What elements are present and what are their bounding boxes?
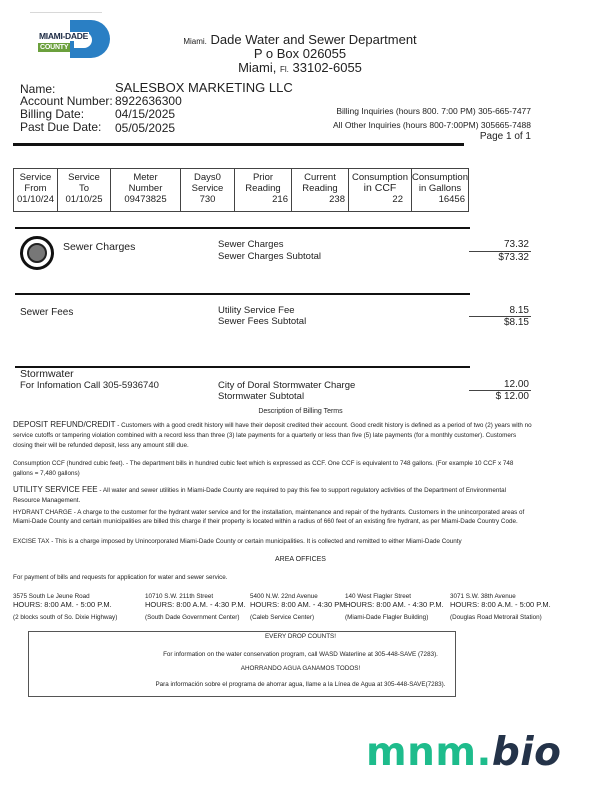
- deposit-refund-text: - Customers with a good credit history will have their deposit credited their account. Good credit history is defined as a period of two (2) years with no service cutoffs or tampering violation combined with a record less than three (3) late payments for a quarterly or less than five (5) late payments (for a monthly customer). Customers closing their will be refunded deposit, less any amount still due.: [13, 422, 532, 449]
- col-header-2: Reading: [245, 183, 281, 194]
- office-location: (Douglas Road Metrorail Station): [450, 614, 542, 621]
- col-value: 216: [272, 194, 288, 205]
- billing-date-label: Billing Date:: [20, 107, 85, 121]
- header-divider: [13, 143, 464, 146]
- sewer-fees-subtotal-label: Sewer Fees Subtotal: [218, 316, 307, 327]
- utility-fee-term: [13, 485, 533, 506]
- consumption-term: Consumption CCF (hundred cubic feet). - The department bills in hundred cubic feet which is expressed as CCF. One CCF is equivalent to 748 gallons. (For example 10 CCF x 748 gallons = 7,480 gallons): [13, 460, 514, 477]
- org-title: Dade Water and Sewer Department: [210, 32, 417, 47]
- col-header-2: To: [78, 183, 90, 194]
- col-header-2: From: [24, 183, 47, 194]
- col-header-1: Consumption: [412, 172, 468, 183]
- office-2: [145, 593, 265, 622]
- col-meter-number: [111, 169, 181, 211]
- county-seal-icon: [20, 236, 54, 270]
- stormwater-subtotal-label: Stormwater Subtotal: [218, 391, 305, 402]
- stormwater-info: For Infomation Call 305-5936740: [20, 380, 159, 391]
- office-location: (South Dade Government Center): [145, 614, 240, 621]
- office-address: 5400 N.W. 22nd Avenue: [250, 593, 318, 600]
- excise-tax-term: EXCISE TAX - This is a charge imposed by Unincorporated Miami-Dade County or certain municipalities. It is collected and remitted to either Miami-Dade County: [13, 538, 462, 545]
- col-current-reading: [292, 169, 349, 211]
- logo-top-line: [30, 12, 102, 13]
- col-header-1: Current: [304, 172, 336, 183]
- col-service-to: [58, 169, 111, 211]
- due-date-label: Past Due Date:: [20, 120, 102, 134]
- col-value: 22: [392, 194, 403, 205]
- name-label: Name:: [20, 82, 56, 96]
- office-4: [345, 593, 445, 622]
- sewer-fees-line-label: Utility Service Fee: [218, 305, 295, 316]
- hydrant-charge-term: HYDRANT CHARGE - A charge to the customer for the hydrant water service and for the installation, maintenance and repair of the hydrants. Customers in the unincorporated areas of Miami-Dade County and certain municipalities are billed this charge if their property is located within a radius of 660 feet of an existing fire hydrant, as per Miami-Dade Country Code.: [13, 509, 525, 525]
- sewer-charges-amount: 73.32: [503, 239, 529, 250]
- office-1: [13, 593, 138, 622]
- col-header-2: Reading: [302, 183, 338, 194]
- stormwater-title: Stormwater: [20, 368, 74, 380]
- col-header-2: Number: [128, 183, 163, 194]
- col-header-1: Days0: [194, 172, 221, 183]
- col-header-2: in CCF: [363, 182, 397, 194]
- utility-fee-heading: UTILITY SERVICE FEE: [13, 485, 98, 494]
- conservation-spanish-title: AHORRANDO AGUA GANAMOS TODOS!: [240, 665, 361, 672]
- col-header-2: Service: [191, 183, 224, 194]
- office-location: (2 blocks south of So. Dixie Highway): [13, 614, 118, 621]
- col-value: 09473825: [124, 194, 167, 205]
- col-header-1: Consumption: [352, 172, 408, 183]
- office-hours: HOURS: 8:00 A.M. - 4:30 P.M.: [145, 600, 246, 609]
- office-hours: HOURS: 8:00 AM. - 4:30 P.M.: [345, 600, 444, 609]
- col-service-from: [14, 169, 58, 211]
- logo-county: COUNTY: [40, 44, 69, 51]
- office-hours: HOURS: 8:00 AM. - 5:00 P.M.: [13, 600, 112, 609]
- account-number: 8922636300: [115, 94, 182, 108]
- col-header-1: Service: [19, 172, 52, 183]
- office-3: [250, 593, 350, 622]
- stormwater-line-label: City of Doral Stormwater Charge: [218, 380, 356, 391]
- org-name: [150, 32, 450, 47]
- col-consumption-ccf: [349, 169, 412, 211]
- watermark-part2: bio: [491, 730, 562, 775]
- conservation-title: EVERY DROP COUNTS!: [264, 633, 337, 640]
- area-offices-title: AREA OFFICES: [275, 556, 326, 563]
- billing-inquiries: Billing Inquiries (hours 800. 7:00 PM) 305-665-7477: [336, 106, 531, 116]
- state: Fl.: [279, 65, 289, 74]
- stormwater-divider: [15, 366, 470, 368]
- sewer-fees-amount: 8.15: [509, 305, 529, 316]
- due-date: 05/05/2025: [115, 121, 176, 135]
- deposit-refund-heading: DEPOSIT REFUND/CREDIT: [13, 420, 116, 429]
- other-inquiries: All Other Inquiries (hours 800-7:00PM) 305665-7488: [333, 120, 531, 130]
- col-value: 01/10/25: [65, 194, 103, 205]
- office-address: 3575 South Le Jeune Road: [13, 593, 90, 600]
- col-header-2: in Gallons: [418, 183, 462, 194]
- area-offices-intro: For payment of bills and requests for application for water and sewer service.: [13, 574, 228, 581]
- logo-wordmark: MIAMI-DADE: [39, 31, 88, 41]
- city-line: [150, 60, 450, 75]
- sewer-fees-divider: [15, 293, 470, 295]
- stormwater-amount: 12.00: [503, 379, 529, 390]
- sewer-fees-title: Sewer Fees: [20, 307, 74, 318]
- sewer-fees-subtotal: $8.15: [503, 317, 529, 328]
- watermark-part1: mnm.: [366, 730, 492, 775]
- billing-terms-title: Description of Billing Terms: [258, 408, 343, 415]
- po-box: P o Box 026055: [253, 46, 347, 61]
- col-header-1: Service: [68, 172, 100, 183]
- col-value: 730: [199, 194, 216, 205]
- sewer-charges-title: Sewer Charges: [63, 241, 136, 253]
- conservation-english: For information on the water conservation program, call WASD Waterline at 305-448-SAVE (7283).: [163, 651, 438, 658]
- office-hours: HOURS: 8:00 AM. - 4:30 PM.: [250, 600, 348, 609]
- office-location: (Miami-Dade Flagler Building): [345, 614, 429, 621]
- sewer-charges-divider: [15, 227, 470, 229]
- billing-date: 04/15/2025: [115, 107, 176, 121]
- office-hours: HOURS: 8:00 A.M. - 5:00 P.M.: [450, 600, 551, 609]
- col-prior-reading: [235, 169, 292, 211]
- col-value: 16456: [438, 194, 465, 205]
- city: Miami,: [238, 60, 277, 75]
- col-value: 01/10/24: [17, 194, 54, 205]
- office-address: 10710 S.W. 211th Street: [145, 593, 214, 600]
- org-prefix: Miami.: [183, 37, 207, 46]
- account-number-label: Account Number:: [20, 94, 113, 108]
- office-address: 140 West Flagler Street: [345, 593, 412, 600]
- utility-fee-text: - All water and sewer utilities in Miami-Dade County are required to pay this fee to support regulatory activities of the Department of Environmental Resource Management.: [13, 487, 507, 504]
- col-header-1: Prior: [252, 172, 274, 183]
- deposit-refund-term: [13, 420, 533, 451]
- meter-reading-table: [13, 168, 469, 212]
- office-address: 3071 S.W. 38th Avenue: [450, 593, 516, 600]
- stormwater-subtotal: $ 12.00: [495, 391, 529, 402]
- col-consumption-gallons: [412, 169, 468, 211]
- zip: 33102-6055: [292, 60, 362, 75]
- col-days-service: [181, 169, 235, 211]
- sewer-charges-subtotal: $73.32: [498, 252, 529, 263]
- miami-dade-logo: [38, 12, 114, 52]
- conservation-spanish: Para información sobre el programa de ahorrar agua, llame a la Línea de Agua at 305-448-SAVE(7283).: [155, 681, 446, 688]
- page-indicator: Page 1 of 1: [479, 131, 531, 142]
- mnm-bio-watermark: [366, 730, 561, 775]
- sewer-charges-subtotal-label: Sewer Charges Subtotal: [218, 251, 321, 262]
- col-header-1: Meter: [133, 172, 158, 183]
- office-5: [450, 593, 560, 622]
- sewer-charges-line-label: Sewer Charges: [218, 239, 284, 250]
- customer-name: SALESBOX MARKETING LLC: [115, 80, 293, 95]
- col-value: 238: [329, 194, 345, 205]
- office-location: (Caleb Service Center): [250, 614, 315, 621]
